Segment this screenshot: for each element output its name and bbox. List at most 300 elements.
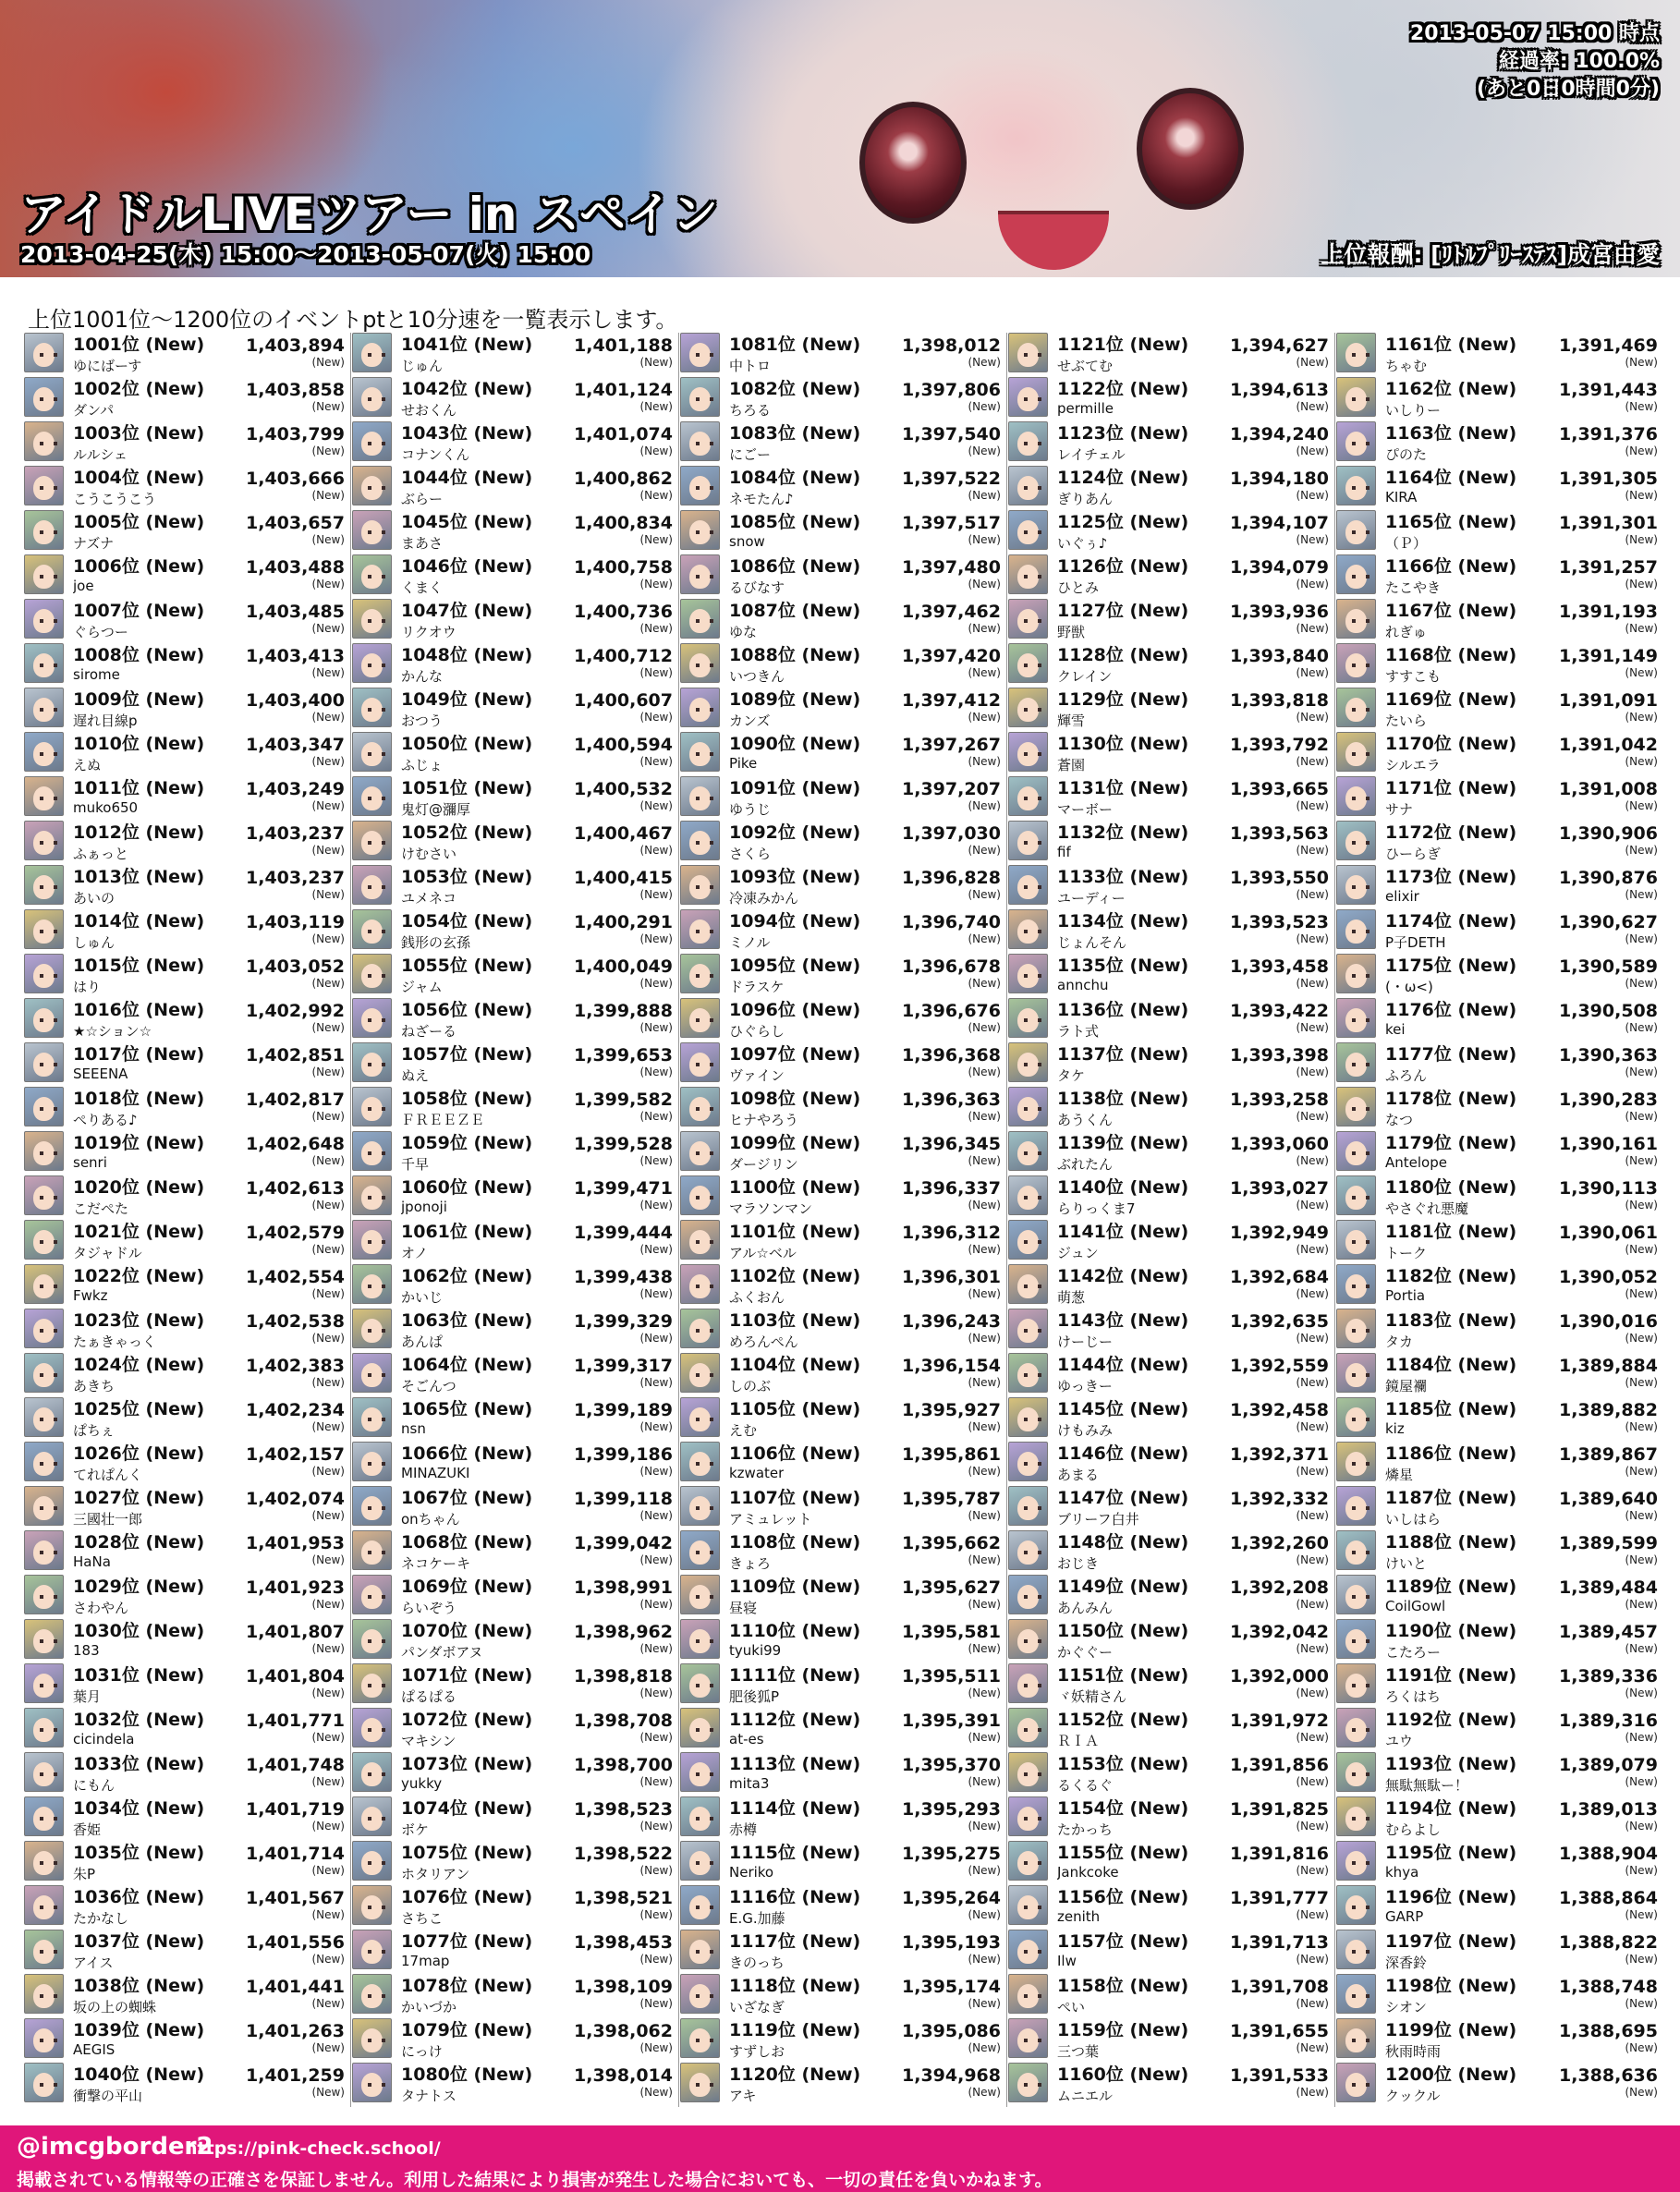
ten-minute-speed: (New) (1625, 932, 1658, 945)
rank-label: 1043位 (New) (401, 423, 533, 444)
event-points: 1,403,347 (246, 735, 345, 755)
idol-avatar-icon (352, 2018, 392, 2058)
ten-minute-speed: (New) (968, 1820, 1001, 1833)
player-name: 衝撃の平山 (73, 2088, 143, 2104)
event-points: 1,393,936 (1230, 602, 1329, 622)
ranking-row (1008, 1796, 1329, 1841)
rank-label: 1094位 (New) (729, 911, 861, 932)
ten-minute-speed: (New) (968, 1420, 1001, 1433)
player-name: 千早 (401, 1156, 430, 1173)
player-name: らいぞう (401, 1600, 457, 1616)
idol-avatar-icon (680, 1575, 720, 1614)
event-points: 1,391,533 (1230, 2065, 1329, 2086)
ranking-row (352, 2018, 673, 2063)
player-name: かいじ (401, 1289, 444, 1306)
rank-label: 1080位 (New) (401, 2064, 533, 2085)
idol-avatar-icon (24, 1752, 64, 1792)
event-points: 1,400,712 (574, 646, 673, 666)
event-points: 1,399,329 (574, 1311, 673, 1332)
ranking-row (352, 421, 673, 466)
banner-art-eye-left (859, 102, 967, 224)
rank-label: 1174位 (New) (1385, 911, 1517, 932)
ten-minute-speed: (New) (311, 844, 345, 857)
event-points: 1,400,862 (574, 469, 673, 489)
ten-minute-speed: (New) (968, 1332, 1001, 1345)
event-points: 1,400,607 (574, 690, 673, 711)
idol-avatar-icon (1336, 954, 1376, 993)
event-points: 1,395,581 (902, 1622, 1001, 1642)
ten-minute-speed: (New) (968, 1110, 1001, 1123)
player-name: 三國壮一郎 (73, 1511, 143, 1528)
ten-minute-speed: (New) (311, 1376, 345, 1389)
event-points: 1,392,000 (1230, 1666, 1329, 1687)
ranking-row (352, 1575, 673, 1619)
player-name: ＦＲＥＥＺＥ (401, 1112, 485, 1128)
event-points: 1,393,665 (1230, 779, 1329, 799)
player-name: ぶらー (401, 491, 444, 507)
ten-minute-speed: (New) (311, 1243, 345, 1256)
rank-label: 1156位 (New) (1057, 1887, 1189, 1907)
ten-minute-speed: (New) (1625, 1820, 1658, 1833)
ranking-row (24, 1175, 345, 1220)
ranking-row (1008, 1885, 1329, 1930)
ranking-column (352, 333, 679, 2107)
rank-label: 1145位 (New) (1057, 1399, 1189, 1419)
player-name: kei (1385, 1021, 1406, 1038)
player-name: ドラスケ (729, 979, 785, 995)
ten-minute-speed: (New) (1625, 2086, 1658, 2099)
event-points: 1,401,748 (246, 1755, 345, 1775)
player-name: ブリーフ白井 (1057, 1511, 1139, 1528)
player-name: jponoji (401, 1199, 447, 1215)
player-name: 無駄無駄ー！ (1385, 1777, 1469, 1794)
player-name: たかなし (73, 1910, 129, 1927)
ranking-row (352, 688, 673, 732)
ranking-row (680, 1663, 1001, 1708)
ranking-row (352, 1930, 673, 1974)
ten-minute-speed: (New) (968, 400, 1001, 413)
event-points: 1,391,149 (1559, 646, 1658, 666)
rank-label: 1067位 (New) (401, 1488, 533, 1508)
idol-avatar-icon (680, 732, 720, 772)
rank-label: 1178位 (New) (1385, 1089, 1517, 1109)
rank-label: 1181位 (New) (1385, 1222, 1517, 1242)
rank-label: 1165位 (New) (1385, 512, 1517, 532)
ranking-row (680, 510, 1001, 554)
ten-minute-speed: (New) (639, 444, 673, 457)
rank-label: 1108位 (New) (729, 1532, 861, 1553)
player-name: しゅん (73, 934, 116, 951)
rank-label: 1102位 (New) (729, 1266, 861, 1286)
ranking-row (352, 1264, 673, 1309)
rank-label: 1155位 (New) (1057, 1843, 1189, 1863)
idol-avatar-icon (680, 421, 720, 461)
ten-minute-speed: (New) (1296, 2086, 1329, 2099)
player-name: ラト式 (1057, 1023, 1100, 1040)
idol-avatar-icon (1008, 998, 1048, 1038)
rank-label: 1015位 (New) (73, 956, 205, 976)
rank-label: 1141位 (New) (1057, 1222, 1189, 1242)
rank-label: 1002位 (New) (73, 379, 205, 399)
idol-avatar-icon (352, 466, 392, 505)
rank-label: 1146位 (New) (1057, 1443, 1189, 1464)
player-name: KIRA (1385, 489, 1418, 505)
idol-avatar-icon (1008, 732, 1048, 772)
event-points: 1,395,511 (902, 1666, 1001, 1687)
rank-label: 1199位 (New) (1385, 2020, 1517, 2040)
event-points: 1,394,079 (1230, 557, 1329, 578)
idol-avatar-icon (24, 333, 64, 372)
player-name: かぐぐー (1057, 1644, 1114, 1661)
idol-avatar-icon (680, 1486, 720, 1526)
player-name: cicindela (73, 1731, 135, 1748)
idol-avatar-icon (680, 1087, 720, 1126)
ten-minute-speed: (New) (968, 622, 1001, 635)
player-name: ひとみ (1057, 579, 1100, 596)
ten-minute-speed: (New) (1296, 1509, 1329, 1522)
player-name: けもみみ (1057, 1422, 1114, 1439)
ranking-row (352, 998, 673, 1042)
event-points: 1,391,008 (1559, 779, 1658, 799)
ten-minute-speed: (New) (968, 1199, 1001, 1212)
idol-avatar-icon (680, 333, 720, 372)
idol-avatar-icon (680, 1974, 720, 2014)
player-name: kiz (1385, 1420, 1405, 1437)
rank-label: 1004位 (New) (73, 468, 205, 488)
idol-avatar-icon (352, 1264, 392, 1304)
idol-avatar-icon (24, 998, 64, 1038)
ten-minute-speed: (New) (311, 578, 345, 591)
idol-avatar-icon (352, 1530, 392, 1570)
event-points: 1,391,825 (1230, 1799, 1329, 1820)
rank-label: 1089位 (New) (729, 689, 861, 710)
ten-minute-speed: (New) (1625, 1864, 1658, 1877)
ten-minute-speed: (New) (639, 1110, 673, 1123)
ten-minute-speed: (New) (1296, 2041, 1329, 2054)
event-points: 1,391,193 (1559, 602, 1658, 622)
ranking-row (680, 1752, 1001, 1796)
idol-avatar-icon (1008, 510, 1048, 550)
idol-avatar-icon (1336, 1796, 1376, 1836)
ten-minute-speed: (New) (311, 1465, 345, 1478)
event-points: 1,391,708 (1230, 1977, 1329, 1997)
event-points: 1,388,748 (1559, 1977, 1658, 1997)
ranking-row (1008, 1619, 1329, 1663)
ranking-row (24, 688, 345, 732)
time-remaining: (あと0日0時間0分) (1476, 78, 1660, 101)
idol-avatar-icon (1008, 554, 1048, 594)
ten-minute-speed: (New) (1296, 888, 1329, 901)
ranking-row (352, 1309, 673, 1353)
event-points: 1,395,293 (902, 1799, 1001, 1820)
player-name: CoilGowl (1385, 1598, 1446, 1614)
idol-avatar-icon (680, 1530, 720, 1570)
ranking-row (1336, 1796, 1658, 1841)
rank-label: 1046位 (New) (401, 556, 533, 577)
event-points: 1,395,787 (902, 1489, 1001, 1509)
ranking-row (680, 1397, 1001, 1442)
player-name: （Ｐ） (1385, 535, 1428, 552)
event-points: 1,395,174 (902, 1977, 1001, 1997)
player-name: ふぁっと (73, 846, 129, 862)
rank-label: 1160位 (New) (1057, 2064, 1189, 2085)
event-points: 1,392,332 (1230, 1489, 1329, 1509)
rank-label: 1019位 (New) (73, 1133, 205, 1153)
player-name: めろんぺん (729, 1333, 798, 1350)
idol-avatar-icon (1336, 909, 1376, 949)
ranking-row (680, 998, 1001, 1042)
rank-label: 1069位 (New) (401, 1577, 533, 1597)
ranking-row (680, 954, 1001, 998)
idol-avatar-icon (352, 1353, 392, 1393)
idol-avatar-icon (1336, 421, 1376, 461)
event-points: 1,400,415 (574, 868, 673, 888)
idol-avatar-icon (352, 998, 392, 1038)
player-name: やさぐれ悪魔 (1385, 1200, 1469, 1217)
rank-label: 1198位 (New) (1385, 1976, 1517, 1996)
rank-label: 1110位 (New) (729, 1621, 861, 1641)
ten-minute-speed: (New) (639, 755, 673, 768)
ranking-row (352, 466, 673, 510)
rank-label: 1118位 (New) (729, 1976, 861, 1996)
ranking-row (680, 1619, 1001, 1663)
rank-label: 1143位 (New) (1057, 1310, 1189, 1331)
ten-minute-speed: (New) (1296, 489, 1329, 502)
ten-minute-speed: (New) (1296, 1465, 1329, 1478)
idol-avatar-icon (1008, 1397, 1048, 1437)
event-points: 1,403,052 (246, 956, 345, 977)
ranking-row (24, 1752, 345, 1796)
idol-avatar-icon (1336, 466, 1376, 505)
ranking-row (1008, 510, 1329, 554)
player-name: Pike (729, 755, 758, 772)
rank-label: 1047位 (New) (401, 601, 533, 621)
ranking-row (1008, 1397, 1329, 1442)
rank-label: 1040位 (New) (73, 2064, 205, 2085)
ten-minute-speed: (New) (968, 1908, 1001, 1921)
ten-minute-speed: (New) (968, 755, 1001, 768)
idol-avatar-icon (680, 1397, 720, 1437)
ranking-row (24, 333, 345, 377)
ten-minute-speed: (New) (311, 1066, 345, 1078)
rank-label: 1103位 (New) (729, 1310, 861, 1331)
ten-minute-speed: (New) (968, 1154, 1001, 1167)
rank-label: 1020位 (New) (73, 1177, 205, 1198)
event-points: 1,390,876 (1559, 868, 1658, 888)
ranking-row (352, 1619, 673, 1663)
event-points: 1,389,867 (1559, 1444, 1658, 1465)
ten-minute-speed: (New) (968, 356, 1001, 369)
rank-label: 1053位 (New) (401, 867, 533, 887)
player-name: ヴァイン (729, 1067, 785, 1084)
ranking-row (352, 510, 673, 554)
player-name: かいづか (401, 1999, 457, 2015)
ten-minute-speed: (New) (1296, 1731, 1329, 1744)
rank-label: 1120位 (New) (729, 2064, 861, 2085)
ten-minute-speed: (New) (639, 844, 673, 857)
idol-avatar-icon (352, 554, 392, 594)
banner-art-eye-right (1137, 88, 1244, 210)
event-points: 1,396,740 (902, 912, 1001, 932)
ten-minute-speed: (New) (639, 1687, 673, 1699)
ranking-row (24, 599, 345, 643)
rank-label: 1017位 (New) (73, 1044, 205, 1065)
rank-label: 1083位 (New) (729, 423, 861, 444)
ranking-row (680, 1264, 1001, 1309)
ranking-row (352, 377, 673, 421)
rank-label: 1170位 (New) (1385, 734, 1517, 754)
rank-label: 1135位 (New) (1057, 956, 1189, 976)
ranking-row (680, 909, 1001, 954)
rank-label: 1033位 (New) (73, 1754, 205, 1774)
event-points: 1,390,589 (1559, 956, 1658, 977)
rank-label: 1183位 (New) (1385, 1310, 1517, 1331)
event-points: 1,394,968 (902, 2065, 1001, 2086)
ranking-row (1336, 1397, 1658, 1442)
ten-minute-speed: (New) (639, 1066, 673, 1078)
player-name: Neriko (729, 1864, 774, 1881)
ten-minute-speed: (New) (639, 1997, 673, 2010)
idol-avatar-icon (1336, 599, 1376, 639)
rank-label: 1169位 (New) (1385, 689, 1517, 710)
player-name: なつ (1385, 1112, 1414, 1128)
rank-label: 1153位 (New) (1057, 1754, 1189, 1774)
ten-minute-speed: (New) (1296, 932, 1329, 945)
player-name: ミノル (729, 934, 771, 951)
ranking-row (352, 1042, 673, 1087)
player-name: ひぐらし (729, 1023, 785, 1040)
event-points: 1,391,777 (1230, 1888, 1329, 1908)
player-name: joe (73, 578, 94, 594)
ten-minute-speed: (New) (639, 1731, 673, 1744)
idol-avatar-icon (680, 599, 720, 639)
event-points: 1,393,550 (1230, 868, 1329, 888)
rank-label: 1133位 (New) (1057, 867, 1189, 887)
rank-label: 1175位 (New) (1385, 956, 1517, 976)
event-points: 1,403,485 (246, 602, 345, 622)
idol-avatar-icon (24, 1796, 64, 1836)
player-name: 肥後狐P (729, 1688, 780, 1705)
ranking-row (1336, 1530, 1658, 1575)
player-name: シルエラ (1385, 757, 1441, 773)
player-name: レイチェル (1057, 446, 1126, 463)
idol-avatar-icon (1008, 1752, 1048, 1792)
event-points: 1,389,079 (1559, 1755, 1658, 1775)
event-points: 1,389,013 (1559, 1799, 1658, 1820)
ten-minute-speed: (New) (1296, 1420, 1329, 1433)
player-name: Fwkz (73, 1287, 108, 1304)
rank-label: 1117位 (New) (729, 1931, 861, 1952)
progress-rate: 経過率: 100.0% (1498, 50, 1660, 73)
rank-label: 1150位 (New) (1057, 1621, 1189, 1641)
ten-minute-speed: (New) (1625, 1642, 1658, 1655)
rank-label: 1132位 (New) (1057, 822, 1189, 843)
ranking-row (24, 1397, 345, 1442)
player-name: ゆにばーす (73, 358, 142, 374)
ten-minute-speed: (New) (968, 1775, 1001, 1788)
idol-avatar-icon (1336, 1974, 1376, 2014)
ten-minute-speed: (New) (1625, 1553, 1658, 1566)
rank-label: 1101位 (New) (729, 1222, 861, 1242)
event-points: 1,399,042 (574, 1533, 673, 1553)
rank-label: 1077位 (New) (401, 1931, 533, 1952)
ranking-row (1008, 421, 1329, 466)
player-name: じゅん (401, 358, 444, 374)
event-points: 1,398,708 (574, 1711, 673, 1731)
rank-label: 1079位 (New) (401, 2020, 533, 2040)
ten-minute-speed: (New) (311, 1553, 345, 1566)
player-name: elixir (1385, 888, 1419, 905)
ranking-row (680, 643, 1001, 688)
ten-minute-speed: (New) (1296, 1908, 1329, 1921)
ten-minute-speed: (New) (311, 1110, 345, 1123)
ten-minute-speed: (New) (1296, 578, 1329, 591)
player-name: あきち (73, 1378, 116, 1394)
event-points: 1,399,582 (574, 1090, 673, 1110)
ten-minute-speed: (New) (639, 1420, 673, 1433)
idol-avatar-icon (24, 1042, 64, 1082)
player-name: senri (73, 1154, 107, 1171)
idol-avatar-icon (1008, 643, 1048, 683)
ten-minute-speed: (New) (639, 1154, 673, 1167)
player-name: ヒナやろう (729, 1112, 799, 1128)
event-points: 1,389,640 (1559, 1489, 1658, 1509)
event-points: 1,397,207 (902, 779, 1001, 799)
player-name: 香姫 (73, 1821, 102, 1838)
ten-minute-speed: (New) (1625, 1997, 1658, 2010)
ranking-row (1008, 554, 1329, 599)
idol-avatar-icon (24, 1619, 64, 1659)
rank-label: 1072位 (New) (401, 1710, 533, 1730)
ranking-row (24, 732, 345, 776)
idol-avatar-icon (680, 1663, 720, 1703)
idol-avatar-icon (680, 688, 720, 727)
ranking-row (1336, 998, 1658, 1042)
rank-label: 1112位 (New) (729, 1710, 861, 1730)
ranking-row (1336, 865, 1658, 909)
ten-minute-speed: (New) (1296, 1997, 1329, 2010)
idol-avatar-icon (680, 1264, 720, 1304)
player-name: えむ (729, 1422, 758, 1439)
idol-avatar-icon (1336, 510, 1376, 550)
rank-label: 1192位 (New) (1385, 1710, 1517, 1730)
player-name: permille (1057, 400, 1114, 417)
event-points: 1,397,480 (902, 557, 1001, 578)
ten-minute-speed: (New) (968, 1598, 1001, 1611)
ranking-row (680, 688, 1001, 732)
ten-minute-speed: (New) (1296, 1553, 1329, 1566)
player-name: きのっち (729, 1955, 785, 1971)
player-name: おじき (1057, 1555, 1100, 1572)
player-name: にもん (73, 1777, 116, 1794)
ranking-row (1336, 554, 1658, 599)
player-name: ぱるぱる (401, 1688, 457, 1705)
idol-avatar-icon (24, 1309, 64, 1348)
rank-label: 1113位 (New) (729, 1754, 861, 1774)
idol-avatar-icon (352, 643, 392, 683)
ten-minute-speed: (New) (968, 1953, 1001, 1966)
player-name: タジャドル (73, 1245, 142, 1261)
player-name: さくら (729, 846, 772, 862)
rank-label: 1025位 (New) (73, 1399, 205, 1419)
rank-label: 1076位 (New) (401, 1887, 533, 1907)
rank-label: 1093位 (New) (729, 867, 861, 887)
event-points: 1,391,257 (1559, 557, 1658, 578)
event-points: 1,402,579 (246, 1223, 345, 1243)
idol-avatar-icon (352, 1974, 392, 2014)
player-name: fif (1057, 844, 1071, 860)
idol-avatar-icon (1008, 1663, 1048, 1703)
